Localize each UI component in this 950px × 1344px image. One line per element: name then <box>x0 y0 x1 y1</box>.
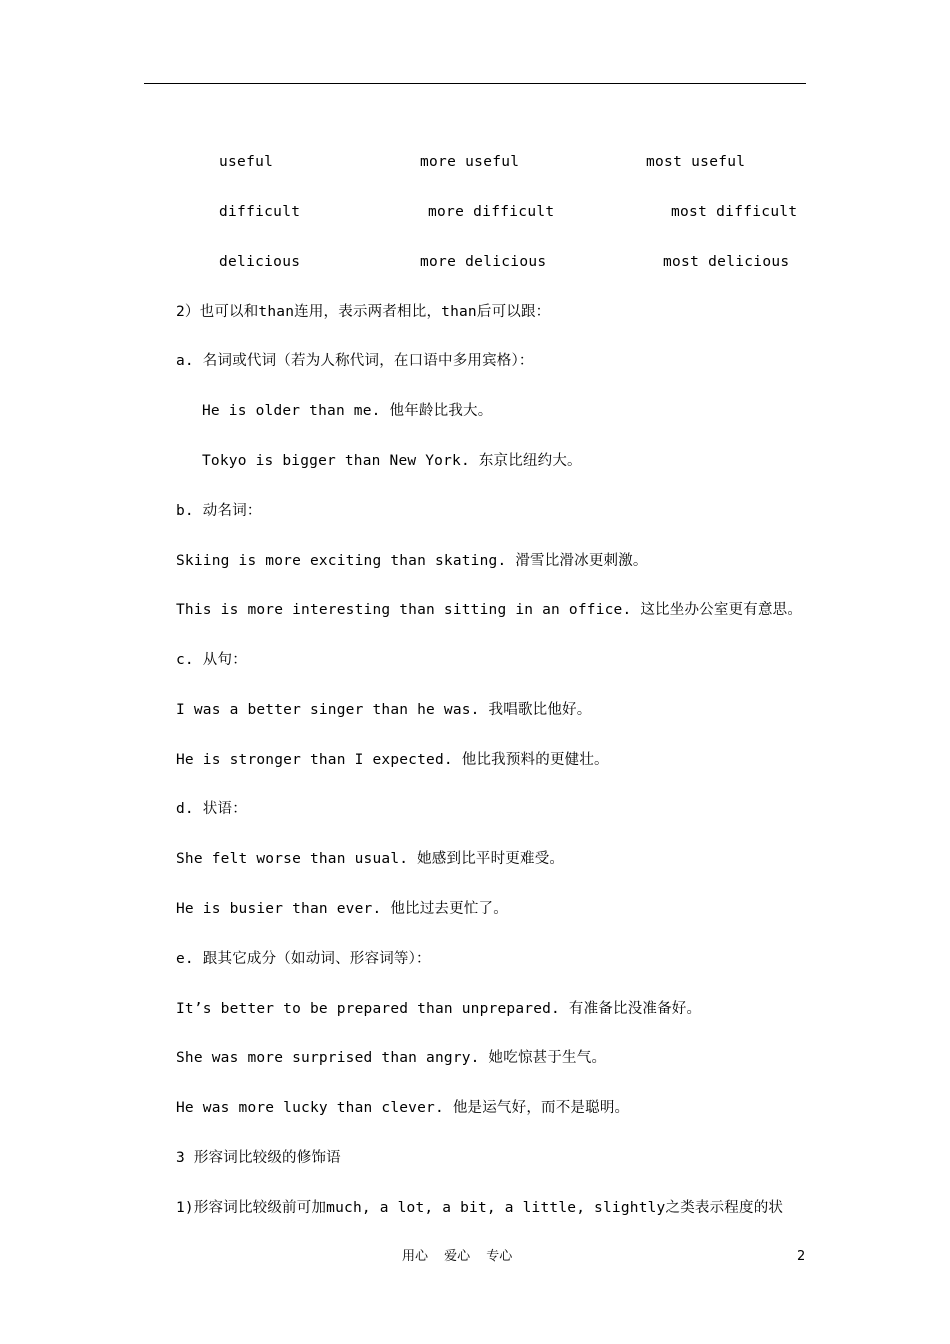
example-sentence: She was more surprised than angry. 她吃惊甚于生气。 <box>176 1050 607 1066</box>
table-cell: difficult <box>219 204 301 220</box>
item-heading-b: b. 动名词： <box>176 503 262 519</box>
table-cell: most useful <box>646 154 746 170</box>
example-sentence: It’s better to be prepared than unprepared. 有准备比没准备好。 <box>176 1001 702 1017</box>
example-sentence: He was more lucky than clever. 他是运气好，而不是聪明。 <box>176 1100 630 1116</box>
example-sentence: He is busier than ever. 他比过去更忙了。 <box>176 901 508 917</box>
table-cell: most difficult <box>671 204 798 220</box>
example-sentence: Skiing is more exciting than skating. 滑雪比滑冰更刺激。 <box>176 553 648 569</box>
example-sentence: He is stronger than I expected. 他比我预料的更健壮。 <box>176 752 609 768</box>
paragraph-line: 1)形容词比较级前可加much, a lot, a bit, a little, slightly之类表示程度的状 <box>176 1200 784 1216</box>
example-sentence: I was a better singer than he was. 我唱歌比他好。 <box>176 702 592 718</box>
page-number: 2 <box>797 1249 806 1264</box>
table-cell: more difficult <box>428 204 555 220</box>
example-sentence: She felt worse than usual. 她感到比平时更难受。 <box>176 851 565 867</box>
item-heading-d: d. 状语： <box>176 801 247 817</box>
table-cell: useful <box>219 154 274 170</box>
item-heading-a: a. 名词或代词（若为人称代词，在口语中多用宾格）： <box>176 353 534 369</box>
header-rule <box>144 83 806 84</box>
example-sentence: This is more interesting than sitting in an office. 这比坐办公室更有意思。 <box>176 602 803 618</box>
item-heading-e: e. 跟其它成分（如动词、形容词等）： <box>176 951 431 967</box>
section-heading: 3 形容词比较级的修饰语 <box>176 1150 341 1166</box>
table-cell: delicious <box>219 254 301 270</box>
section-intro: 2）也可以和than连用，表示两者相比，than后可以跟： <box>176 304 551 320</box>
footer-motto: 用心 爱心 专心 <box>402 1249 513 1264</box>
table-cell: more delicious <box>420 254 547 270</box>
example-sentence: Tokyo is bigger than New York. 东京比纽约大。 <box>202 453 582 469</box>
table-cell: most delicious <box>663 254 790 270</box>
item-heading-c: c. 从句： <box>176 652 247 668</box>
table-cell: more useful <box>420 154 520 170</box>
example-sentence: He is older than me. 他年龄比我大。 <box>202 403 493 419</box>
